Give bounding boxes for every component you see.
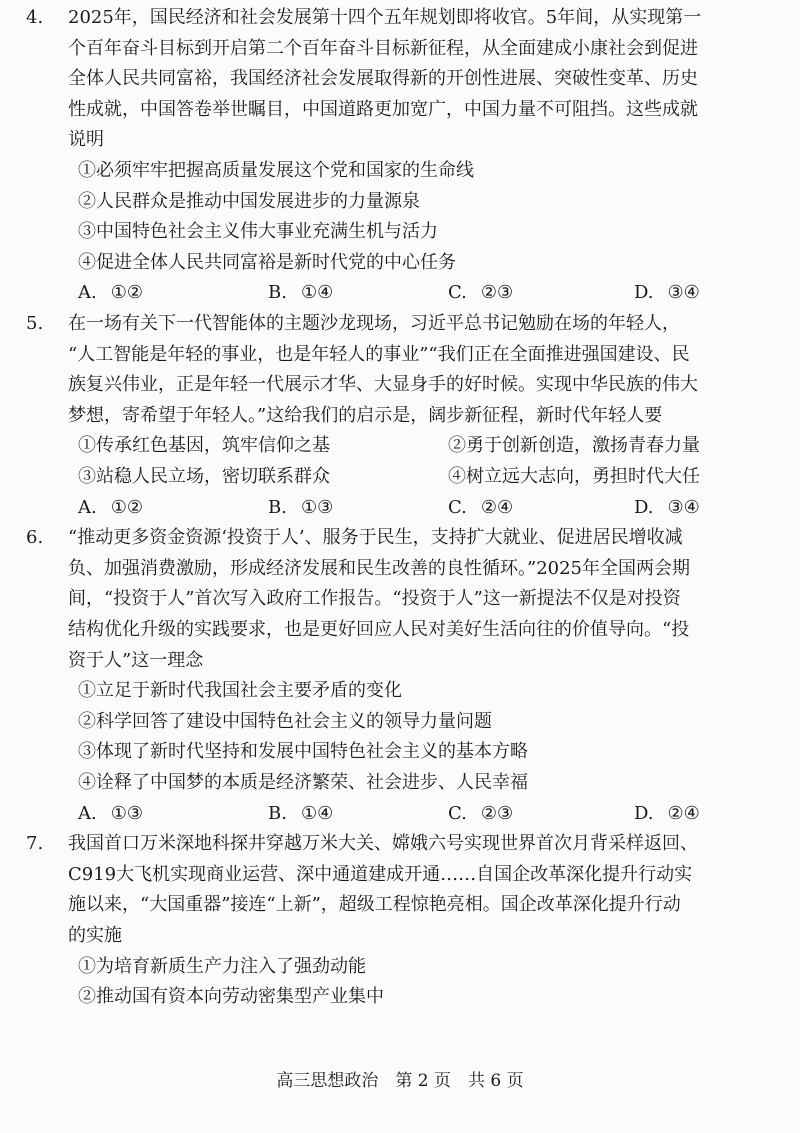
statement-option: ①为培育新质生产力注入了强劲动能 [78, 956, 366, 977]
question-number: 6. [26, 527, 44, 548]
question-stem-line: 个百年奋斗目标到开启第二个百年奋斗目标新征程，从全面建成小康社会到促进 [68, 38, 698, 59]
question-stem-line: 负、加强消费激励，形成经济发展和民生改善的良性循环。”2025年全国两会期 [68, 558, 691, 579]
question-stem-line: 梦想，寄希望于年轻人。”这给我们的启示是，阔步新征程，新时代年轻人要 [68, 405, 663, 426]
question-number: 4. [26, 7, 44, 28]
question-number: 7. [26, 833, 44, 854]
statement-option: ③体现了新时代坚持和发展中国特色社会主义的基本方略 [78, 741, 528, 762]
question-number: 5. [26, 313, 44, 334]
answer-choice-c: C. ②③ [448, 803, 514, 824]
statement-option: ④树立远大志向，勇担时代大任 [448, 466, 700, 487]
statement-option: ①必须牢牢把握高质量发展这个党和国家的生命线 [78, 160, 474, 181]
statement-option: ④诠释了中国梦的本质是经济繁荣、社会进步、人民幸福 [78, 772, 528, 793]
question-stem-line: 结构优化升级的实践要求，也是更好回应人民对美好生活向往的价值导向。“投 [68, 619, 690, 640]
question-stem-line: “推动更多资金资源‘投资于人’、服务于民生，支持扩大就业、促进居民增收减 [68, 527, 683, 548]
question-stem-line: C919大飞机实现商业运营、深中通道建成开通……自国企改革深化提升行动实 [68, 864, 693, 885]
page-footer: 高三思想政治 第 2 页 共 6 页 [276, 1071, 524, 1091]
question-stem-line: 资于人”这一理念 [68, 650, 204, 671]
question-stem-line: 间，“投资于人”首次写入政府工作报告。“投资于人”这一新提法不仅是对投资 [68, 588, 681, 609]
answer-choice-d: D. ③④ [634, 282, 700, 303]
question-stem-line: 我国首口万米深地科探井穿越万米大关、嫦娥六号实现世界首次月背采样返回、 [68, 833, 698, 854]
answer-choice-b: B. ①④ [268, 803, 334, 824]
statement-option: ①立足于新时代我国社会主要矛盾的变化 [78, 680, 402, 701]
statement-option: ④促进全体人民共同富裕是新时代党的中心任务 [78, 252, 456, 273]
answer-choice-c: C. ②④ [448, 497, 514, 518]
question-stem-line: 族复兴伟业，正是年轻一代展示才华、大显身手的好时候。实现中华民族的伟大 [68, 374, 698, 395]
statement-option: ②科学回答了建设中国特色社会主义的领导力量问题 [78, 711, 492, 732]
statement-option: ③站稳人民立场，密切联系群众 [78, 466, 330, 487]
answer-choice-d: D. ②④ [634, 803, 700, 824]
answer-choice-a: A. ①② [78, 497, 144, 518]
question-stem-line: 施以来，“大国重器”接连“上新”，超级工程惊艳亮相。国企改革深化提升行动 [68, 894, 681, 915]
question-stem-line: 全体人民共同富裕，我国经济社会发展取得新的开创性进展、突破性变革、历史 [68, 68, 698, 89]
question-stem-line: 在一场有关下一代智能体的主题沙龙现场，习近平总书记勉励在场的年轻人， [68, 313, 680, 334]
statement-option: ②推动国有资本向劳动密集型产业集中 [78, 986, 384, 1007]
question-stem-line: 性成就，中国答卷举世瞩目，中国道路更加宽广，中国力量不可阻挡。这些成就 [68, 99, 698, 120]
question-stem-line: 2025年，国民经济和社会发展第十四个五年规划即将收官。5年间，从实现第一 [68, 7, 702, 28]
statement-option: ①传承红色基因，筑牢信仰之基 [78, 435, 330, 456]
answer-choice-a: A. ①③ [78, 803, 144, 824]
answer-choice-d: D. ③④ [634, 497, 700, 518]
answer-choice-a: A. ①② [78, 282, 144, 303]
answer-choice-c: C. ②③ [448, 282, 514, 303]
statement-option: ②人民群众是推动中国发展进步的力量源泉 [78, 191, 420, 212]
answer-choice-b: B. ①④ [268, 282, 334, 303]
statement-option: ②勇于创新创造，激扬青春力量 [448, 435, 700, 456]
question-stem-line: 说明 [68, 129, 104, 150]
statement-option: ③中国特色社会主义伟大事业充满生机与活力 [78, 221, 438, 242]
question-stem-line: 的实施 [68, 925, 122, 946]
answer-choice-b: B. ①③ [268, 497, 334, 518]
question-stem-line: “人工智能是年轻的事业，也是年轻人的事业”“我们正在全面推进强国建设、民 [68, 344, 690, 365]
